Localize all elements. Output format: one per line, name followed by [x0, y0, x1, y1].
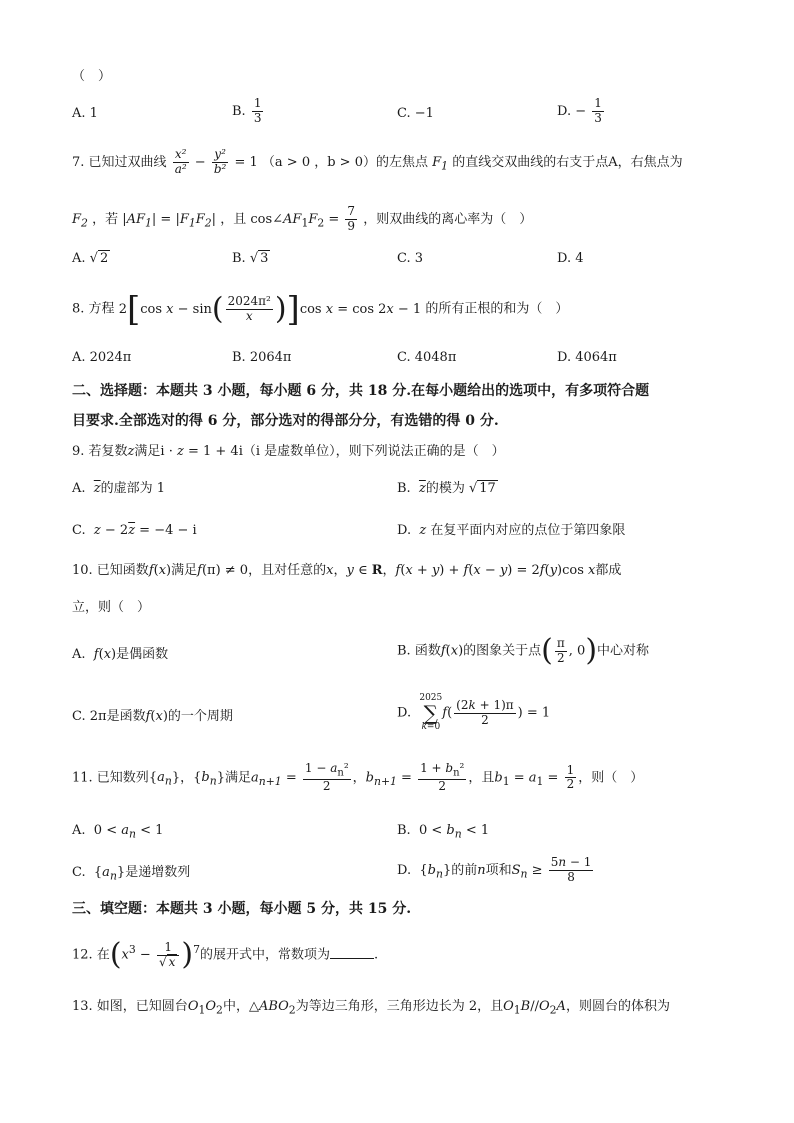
q9-option-d: D. z 在复平面内对应的点位于第四象限	[397, 523, 626, 538]
q7-line2b: ，且	[220, 211, 247, 227]
q11-text-c: ，且	[468, 770, 495, 786]
q11-option-b-label: B.	[397, 823, 411, 838]
q7-middle: （a > 0 ，b > 0）的左焦点	[261, 154, 428, 170]
q7-middle2: 的直线交双曲线的右支于点A，右焦点为	[452, 154, 683, 170]
q11-text-b: 满足	[224, 770, 251, 786]
q13-text-a: 13. 如图，已知圆台	[72, 999, 188, 1014]
q11-option-d: D. $\{b_n\}$的前n项和$S_n$ ≥ $\frac{5n - 1}{8}$	[397, 855, 592, 884]
q13-text-c: 为等边三角形，三角形边长为 2，且	[295, 999, 504, 1014]
fraction-neg-one-third: $\frac{1}{3}$	[594, 96, 602, 125]
q10-option-c-b: 的一个周期	[167, 709, 233, 724]
q11-text-a: 11. 已知数列	[72, 770, 149, 786]
q13-line: 13. 如图，已知圆台$O_1O_2$中，$\triangle ABO_2$为等边三角形，三角形边长为 2，且$O_1B//O_2A$，则圆台的体积为	[72, 999, 670, 1017]
answer-blank[interactable]	[330, 947, 374, 959]
q9-text-a: 9. 若复数	[72, 444, 128, 459]
q6-option-d-label: D. −	[557, 103, 587, 119]
q8-option-c: C. 4048π	[397, 350, 457, 365]
q10-option-b-c: 中心对称	[597, 643, 650, 659]
q10-option-a-text: 是偶函数	[116, 647, 169, 662]
q10-option-b-a: B. 函数	[397, 643, 441, 659]
q9-option-b: B. $\overline{z}$的模为 √ 17	[397, 481, 496, 496]
q8-option-b: B. 2064π	[232, 350, 292, 365]
q7-option-b: B. √ 3	[232, 251, 269, 266]
q10-option-a: A. f(x)是偶函数	[72, 647, 169, 662]
q6-option-a: A. 1	[72, 106, 98, 121]
q10-text-a: 10. 已知函数	[72, 563, 149, 578]
q9-option-a: A. $\overline{z}$的虚部为 1	[72, 481, 166, 496]
q11-option-c-text: 是递增数列	[125, 865, 191, 880]
q9-line: 9. 若复数z满足i · z = 1 + 4i（i 是虚数单位），则下列说法正确的是（ ）	[72, 444, 505, 459]
q10-line1: 10. 已知函数f(x)满足f(π) ≠ 0，且对任意的x，y ∈ R，f(x + y) + f(x − y) = 2f(y)cos x都成	[72, 563, 622, 578]
q11-line: 11. 已知数列$\{a_n\}$，$\{b_n\}$满足$a_{n+1}$ = $\frac{1 - a_n^2}{2}$ ，$b_{n+1}$ = $\frac{1 + b_n^2}{2}$ ，且$b_1 = a_1$ = $\frac{1}{2}$ ，则（ ）	[72, 761, 644, 793]
q7-line2a: ，若	[92, 211, 119, 227]
symbol-F1: $F_1$	[432, 154, 449, 173]
q9-option-a-text: 的虚部为 1	[100, 481, 166, 496]
summation: 2025 ∑ k=0	[419, 693, 443, 732]
q10-option-c-a: C. 2π是函数	[72, 709, 146, 724]
q9-text-b: 满足	[134, 444, 161, 459]
q11-option-b: B. $0 < b_n < 1$	[397, 823, 490, 841]
q7-option-a-label: A.	[72, 251, 86, 266]
q11-option-a-label: A.	[72, 823, 86, 838]
equation-af1-f1f2: $|AF_1| = |F_1F_2|$	[122, 211, 217, 230]
q6-option-b-label: B.	[232, 103, 246, 119]
q7-prefix: 7. 已知过双曲线	[72, 154, 167, 170]
q6-option-d	[557, 97, 606, 126]
section3-heading: 三、填空题：本题共 3 小题，每小题 5 分，共 15 分.	[72, 901, 412, 917]
q13-text-d: ，则圆台的体积为	[565, 999, 670, 1014]
q8-line	[72, 289, 569, 329]
fraction-x2-a2: $\frac{\text{x²}}{\text{a²}}$	[174, 147, 187, 176]
q8-option-d: D. 4064π	[557, 350, 617, 365]
q9-option-c-label: C.	[72, 523, 86, 538]
q11-option-d-b: 的前	[451, 862, 478, 878]
q7-line1: 7. 已知过双曲线 $\frac{\text{x²}}{\text{a²}}$ − $\frac{\text{y²}}{\text{b²}}$ = 1 （a > 0 ，b > 0）的左焦点 $F_1$ 的直线交双曲线的右支于点A，右焦点为	[72, 147, 683, 176]
q12-text-a: 12. 在	[72, 947, 110, 963]
q10-option-b: B. 函数f(x)的图象关于点( $\frac{\pi}{2}$ , 0)中心对称	[397, 633, 650, 668]
q10-text-c: ，且对任意的	[248, 563, 327, 578]
q8-prefix: 8. 方程	[72, 301, 115, 317]
q6-option-b	[232, 97, 265, 126]
q12-line: 12. 在($x^3$ − $\frac{1}{√ x}$ )$^7$的展开式中，常数项为 .	[72, 937, 379, 972]
q10-option-b-b: 的图象关于点	[463, 643, 542, 659]
q12-text-c: .	[374, 947, 379, 963]
q10-text-d: 都成	[595, 563, 622, 578]
q10-option-c: C. 2π是函数f(x)的一个周期	[72, 709, 233, 724]
q7-option-d: D. 4	[557, 251, 584, 266]
q9-text-c: （i 是虚数单位），则下列说法正确的是（ ）	[242, 444, 505, 459]
q10-option-d-label: D.	[397, 705, 412, 721]
q7-line2	[72, 205, 532, 234]
q9-option-b-text: 的模为	[425, 481, 465, 496]
q7-line2c: ，则双曲线的离心率为（ ）	[363, 211, 533, 227]
q8-equation: 2[cos x − sin( $\frac{\text{2024π²}}{x}$ )]cos x = cos 2x − 1	[118, 289, 422, 329]
q9-option-c: C. $z - 2\overline{z} = -4 - i$	[72, 523, 197, 538]
section2-heading-line2: 目要求.全部选对的得 6 分，部分选对的得部分分，有选错的得 0 分.	[72, 413, 499, 429]
q10-line2: 立，则（ ）	[72, 600, 151, 615]
q11-option-a: A. $0 < a_n < 1$	[72, 823, 164, 841]
q7-option-b-label: B.	[232, 251, 246, 266]
q6-answer-paren: （ ）	[72, 69, 112, 84]
cos-angle: $\cos\angle AF_1F_2$ =	[250, 211, 340, 230]
q11-option-c: C. $\{a_n\}$是递增数列	[72, 865, 191, 883]
q11-text-d: ，则（ ）	[578, 770, 644, 786]
q10-option-d: D. 2025 ∑ k=0f( $\frac{(2k + 1)\pi}{2}$ ) = 1	[397, 693, 551, 732]
q7-option-c: C. 3	[397, 251, 424, 266]
q8-option-a: A. 2024π	[72, 350, 132, 365]
q7-option-a: A. √ 2	[72, 251, 109, 266]
q12-text-b: 的展开式中，常数项为	[199, 947, 330, 963]
q8-suffix: 的所有正根的和为（ ）	[425, 301, 569, 317]
q6-option-c: C. −1	[397, 106, 434, 121]
fraction-seven-ninths: $\frac{7}{9}$	[347, 204, 356, 233]
q9-option-d-text: 在复平面内对应的点位于第四象限	[430, 523, 626, 538]
q13-text-b: 中，	[222, 999, 249, 1014]
q10-text-b: 满足	[171, 563, 198, 578]
fraction-y2-b2: $\frac{\text{y²}}{\text{b²}}$	[213, 147, 227, 176]
section2-heading-line1: 二、选择题：本题共 3 小题，每小题 6 分，共 18 分.在每小题给出的选项中，有多项符合题	[72, 383, 650, 399]
symbol-F2: $F_2$	[72, 211, 88, 230]
q11-option-d-c: 项和	[485, 862, 512, 878]
fraction-one-third: $\frac{1}{3}$	[253, 96, 262, 125]
